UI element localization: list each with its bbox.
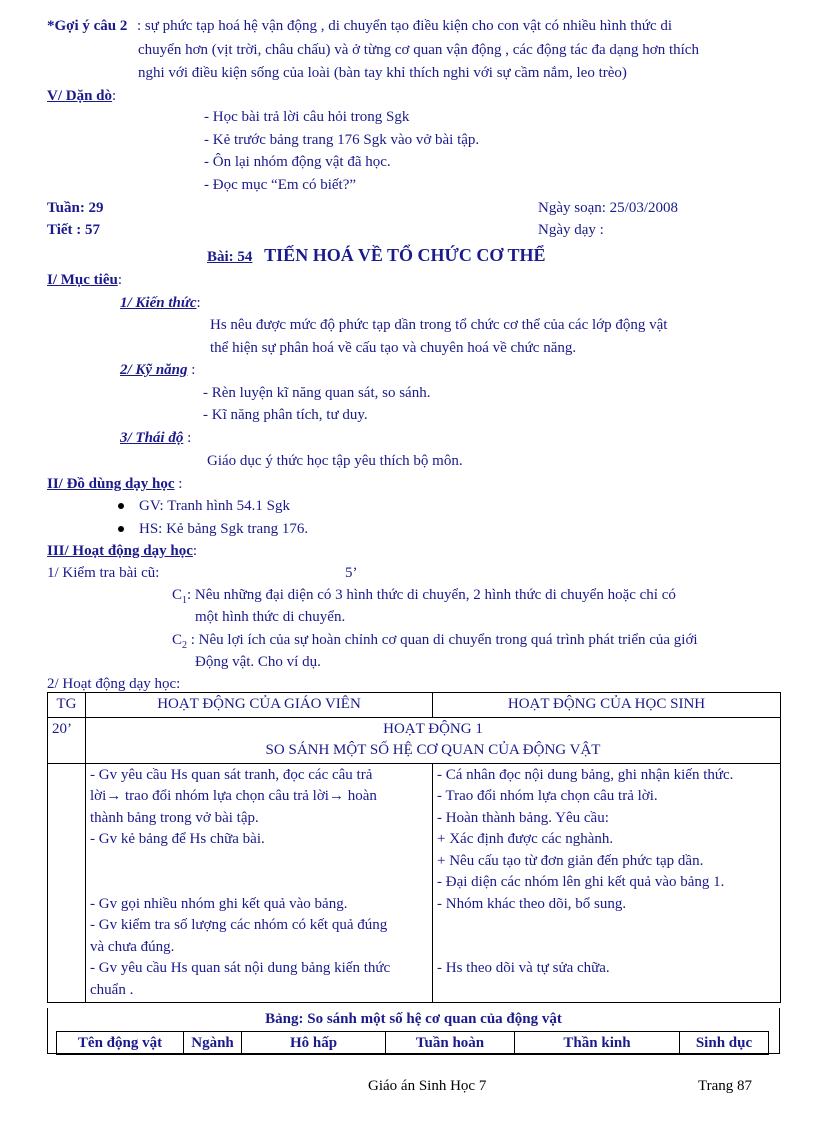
question-2-sub: 2	[182, 640, 188, 651]
attitude-line-1: Giáo dục ý thức học tập yêu thích bộ môn.	[207, 453, 463, 469]
column-header: Sinh dục	[680, 1032, 769, 1055]
column-header: Hô hấp	[242, 1032, 386, 1055]
student-line	[437, 980, 776, 1002]
knowledge-heading-wrap	[120, 293, 201, 313]
homework-heading-wrap	[47, 86, 116, 106]
footer-page: Trang 87	[698, 1078, 753, 1094]
lesson-title-row	[207, 244, 546, 268]
activity-subtitle: SO SÁNH MỘT SỐ HỆ CƠ QUAN CỦA ĐỘNG VẬT	[265, 742, 601, 758]
homework-heading: V/ Dặn dò	[47, 88, 113, 104]
homework-item: - Kẻ trước bảng trang 176 Sgk vào vở bài tập.	[204, 132, 480, 148]
bullet-icon	[118, 526, 124, 532]
bullet-icon	[118, 503, 124, 509]
homework-item: - Đọc mục “Em có biết?”	[204, 177, 357, 193]
student-cell	[433, 763, 781, 1003]
period-label: Tiết : 57	[47, 222, 101, 238]
knowledge-colon: :	[196, 295, 201, 311]
student-line	[437, 937, 776, 959]
student-line: - Trao đổi nhóm lựa chọn câu trả lời.	[437, 788, 658, 804]
student-line: - Đại diện các nhóm lên ghi kết quả vào bảng 1.	[437, 874, 725, 890]
student-line: - Nhóm khác theo dõi, bổ sung.	[437, 895, 627, 912]
student-line: - Hoàn thành bảng. Yêu cầu:	[437, 809, 609, 826]
activities-colon: :	[192, 543, 198, 559]
student-line: + Nêu cấu tạo từ đơn giản đến phức tạp dần.	[437, 852, 704, 869]
knowledge-line-1: Hs nêu được mức độ phức tạp dần trong tổ chức cơ thể của các lớp động vật	[210, 317, 668, 333]
teaching-activities-label: 2/ Hoạt động dạy học:	[47, 676, 181, 692]
teacher-line	[90, 851, 428, 873]
activity-table	[47, 692, 781, 1003]
skills-line-2: - Kĩ năng phân tích, tư duy.	[203, 407, 368, 423]
column-header: Ngành	[184, 1032, 242, 1055]
column-header: Tên động vật	[57, 1032, 184, 1055]
teacher-line: - Gv gọi nhiều nhóm ghi kết quả vào bảng.	[90, 895, 348, 912]
student-line: - Cá nhân đọc nội dung bảng, ghi nhận kiến thức.	[437, 766, 734, 783]
teacher-line: - Gv yêu cầu Hs quan sát nội dung bảng kiến thức	[90, 960, 391, 976]
column-header: Tuần hoàn	[386, 1032, 515, 1055]
question-2-label: C	[172, 632, 183, 648]
attitude-heading-wrap	[120, 428, 191, 448]
knowledge-line-2: thể hiện sự phân hoá về cấu tạo và chuyên hoá về chức năng.	[210, 340, 577, 356]
header-student: HOẠT ĐỘNG CỦA HỌC SINH	[433, 693, 781, 718]
teacher-line: lời→ trao đổi nhóm lựa chọn câu trả lời→ hoàn	[90, 788, 377, 804]
student-line: + Xác định được các nghành.	[437, 831, 614, 847]
objectives-heading: I/ Mục tiêu	[47, 272, 118, 288]
teacher-line: - Gv yêu cầu Hs quan sát tranh, đọc các câu trả	[90, 766, 373, 783]
review-time: 5’	[345, 565, 358, 581]
week-label: Tuần: 29	[47, 200, 104, 216]
lesson-title: TIẾN HOÁ VỀ TỔ CHỨC CƠ THỂ	[264, 245, 546, 265]
question-1-text: : Nêu những đại diện có 3 hình thức di chuyển, 2 hình thức di chuyển hoặc chỉ có	[187, 587, 676, 603]
skills-heading: 2/ Kỹ năng	[120, 362, 188, 378]
activity-time: 20’	[48, 717, 86, 763]
teacher-line: và chưa đúng.	[90, 938, 175, 955]
hint-line-3: nghi với điều kiện sống của loài (bàn tay khỉ thích nghi với sự cầm nắm, leo trèo)	[138, 65, 627, 81]
activity-title-row	[48, 717, 781, 763]
teacher-cell	[86, 763, 433, 1003]
comparison-caption: Bảng: So sánh một số hệ cơ quan của động vật	[265, 1011, 562, 1027]
hint-line-1: : sự phức tạp hoá hệ vận động , di chuyển tạo điều kiện cho con vật có nhiều hình thức di	[137, 18, 673, 34]
attitude-heading: 3/ Thái độ	[120, 430, 184, 446]
activity-title: HOẠT ĐỘNG 1	[383, 720, 483, 737]
teacher-line: - Gv kiểm tra số lượng các nhóm có kết quả đúng	[90, 917, 388, 933]
objectives-colon: :	[117, 272, 122, 288]
activity-title-cell	[86, 717, 781, 763]
teacher-line: - Gv kẻ bảng để Hs chữa bài.	[90, 831, 265, 847]
time-cell	[48, 763, 86, 1003]
prep-date: Ngày soạn: 25/03/2008	[538, 200, 678, 216]
column-header: Thần kinh	[515, 1032, 680, 1055]
objectives-heading-wrap	[47, 270, 122, 290]
table-header-row	[48, 693, 781, 718]
activities-heading-wrap	[47, 541, 197, 561]
attitude-colon: :	[183, 430, 192, 446]
knowledge-heading: 1/ Kiến thức	[120, 295, 197, 311]
teacher-line: thành bảng trong vở bài tập.	[90, 809, 259, 826]
student-line	[437, 915, 776, 937]
question-2-line-2: Động vật. Cho ví dụ.	[195, 654, 321, 670]
comparison-table	[56, 1031, 769, 1055]
materials-heading: II/ Đồ dùng dạy học	[47, 476, 175, 492]
materials-item: HS: Kẻ bảng Sgk trang 176.	[139, 521, 309, 537]
homework-item: - Ôn lại nhóm động vật đã học.	[204, 154, 391, 170]
hint-label: *Gợi ý câu 2	[47, 18, 128, 34]
question-1-line-2: một hình thức di chuyển.	[195, 609, 346, 625]
materials-colon: :	[174, 476, 183, 492]
skills-colon: :	[187, 362, 196, 378]
homework-colon: :	[112, 88, 117, 104]
question-1-sub: 1	[182, 595, 188, 606]
materials-heading-wrap	[47, 474, 182, 494]
teach-date: Ngày dạy :	[538, 222, 604, 238]
comparison-header-row	[57, 1032, 769, 1055]
question-2-text: : Nêu lợi ích của sự hoàn chỉnh cơ quan di chuyển trong quá trình phát triển của giới	[187, 632, 698, 648]
activity-content-row	[48, 763, 781, 1003]
header-teacher: HOẠT ĐỘNG CỦA GIÁO VIÊN	[86, 693, 433, 718]
question-1-label: C	[172, 587, 183, 603]
activities-heading: III/ Hoạt động dạy học	[47, 543, 193, 559]
teacher-line	[90, 872, 428, 894]
skills-heading-wrap	[120, 360, 195, 380]
hint-line-2: chuyển hơn (vịt trời, châu chấu) và ở từng cơ quan vận động , các động tác đa dạng hơn thích	[138, 42, 699, 58]
homework-item: - Học bài trả lời câu hỏi trong Sgk	[204, 109, 410, 125]
header-time: TG	[48, 693, 86, 718]
materials-item: GV: Tranh hình 54.1 Sgk	[139, 498, 290, 514]
skills-line-1: - Rèn luyện kĩ năng quan sát, so sánh.	[203, 385, 431, 401]
student-line: - Hs theo dõi và tự sửa chữa.	[437, 960, 610, 976]
lesson-number: Bài: 54	[207, 249, 253, 265]
review-label: 1/ Kiểm tra bài cũ:	[47, 565, 160, 581]
footer-book: Giáo án Sinh Học 7	[368, 1078, 487, 1094]
teacher-line: chuẩn .	[90, 981, 134, 998]
